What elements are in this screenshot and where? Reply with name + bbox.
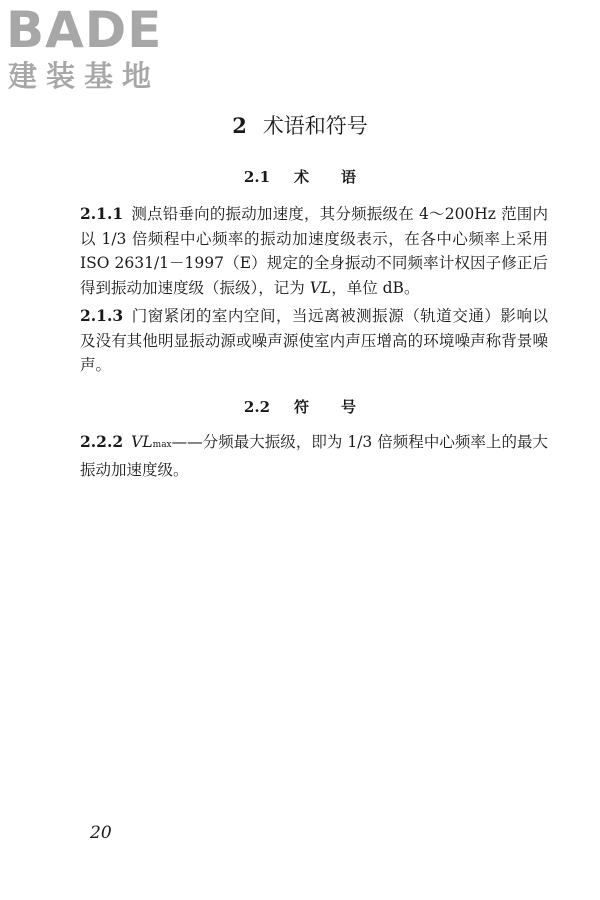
- clause-text: 测点铅垂向的振动加速度，其分频振级在 4～200Hz 范围内以 1/3 倍频程中心频率的振动加速度级表示，在各中心频率上采用 ISO 2631/1－1997（E）规定的全身振动不同频率计权因子修正后得到振动加速度级（振级），记为: [80, 205, 548, 297]
- section-heading-2-1: [0, 166, 600, 188]
- clause-2-2-2: [80, 430, 548, 482]
- symbol-subscript: max: [152, 440, 172, 450]
- logo-wordmark: BADE: [6, 1, 163, 59]
- chapter-number: 2: [232, 113, 247, 138]
- section-heading-char: 语: [341, 168, 357, 186]
- section-heading-2-2: [0, 396, 600, 418]
- logo-subtitle: 建装基地: [8, 59, 161, 93]
- symbol-vl: VL: [309, 278, 332, 297]
- chapter-title-text: 术语和符号: [262, 114, 368, 138]
- section-heading-char: 符: [294, 398, 310, 416]
- symbol-vl: VL: [131, 433, 153, 451]
- section-number: 2.2: [243, 398, 271, 416]
- clause-2-1-3: [80, 304, 548, 378]
- bade-logo: [6, 1, 176, 96]
- clause-number: 2.1.3: [80, 306, 124, 325]
- section-heading-char: 术: [294, 168, 310, 186]
- clause-text: 门窗紧闭的室内空间，当远离被测振源（轨道交通）影响以及没有其他明显振动源或噪声源使室内声压增高的环境噪声称背景噪声。: [80, 307, 548, 374]
- page-number: 20: [90, 823, 112, 843]
- clause-number: 2.2.2: [80, 432, 124, 451]
- chapter-title: [0, 112, 600, 140]
- clause-text: ——分频最大振级，即为 1/3 倍频程中心频率上的最大振动加速度级。: [80, 433, 548, 479]
- clause-text-end: ，单位 dB。: [331, 278, 420, 297]
- clause-2-1-1: [80, 202, 548, 300]
- section-heading-char: 号: [341, 398, 357, 416]
- section-number: 2.1: [243, 168, 271, 186]
- clause-number: 2.1.1: [80, 204, 124, 223]
